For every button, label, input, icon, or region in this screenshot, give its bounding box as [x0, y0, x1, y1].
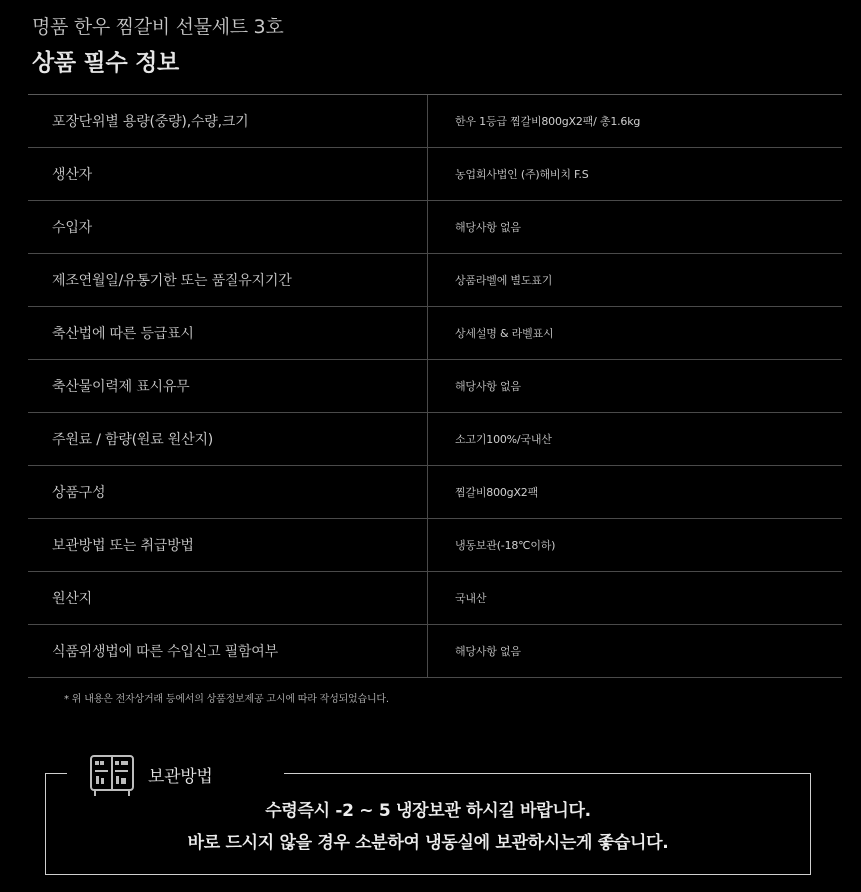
info-row-value: 해당사항 없음 [455, 221, 521, 234]
info-row-label: 제조연월일/유통기한 또는 품질유지기간 [28, 254, 428, 306]
info-row-label: 식품위생법에 따른 수입신고 필함여부 [28, 625, 428, 677]
box-border-segment [45, 773, 67, 774]
storage-title: 보관방법 [148, 767, 213, 787]
storage-instruction-line: 수령즉시 -2 ~ 5 냉장보관 하시길 바랍니다. [265, 801, 591, 821]
info-row-label: 축산물이력제 표시유무 [28, 360, 428, 412]
info-row-label: 축산법에 따른 등급표시 [28, 307, 428, 359]
product-title: 명품 한우 찜갈비 선물세트 3호 [32, 16, 284, 38]
disclaimer-footnote: * 위 내용은 전자상거래 등에서의 상품정보제공 고시에 따라 작성되었습니다. [64, 694, 389, 705]
info-row-label: 원산지 [28, 572, 428, 624]
storage-instructions-box [45, 773, 811, 875]
info-row-value: 국내산 [455, 592, 487, 605]
info-row-value: 냉동보관(-18℃이하) [455, 539, 556, 552]
info-row [28, 307, 842, 360]
info-row-label: 수입자 [28, 201, 428, 253]
info-row-label: 보관방법 또는 취급방법 [28, 519, 428, 571]
info-row [28, 95, 842, 148]
info-row [28, 572, 842, 625]
info-row [28, 360, 842, 413]
info-row-label: 포장단위별 용량(중량),수량,크기 [28, 95, 428, 147]
box-border-segment [284, 773, 811, 774]
section-title: 상품 필수 정보 [32, 50, 179, 76]
info-row [28, 466, 842, 519]
info-row-label: 상품구성 [28, 466, 428, 518]
info-row [28, 148, 842, 201]
info-row [28, 519, 842, 572]
info-row-label: 생산자 [28, 148, 428, 200]
info-row-value: 상세설명 & 라벨표시 [455, 327, 554, 340]
info-row-value: 한우 1등급 찜갈비800gX2팩/ 총1.6kg [455, 115, 641, 128]
info-row-label: 주원료 / 함량(원료 원산지) [28, 413, 428, 465]
info-row-value: 농업회사법인 (주)해비치 F.S [455, 168, 589, 181]
info-row-value: 해당사항 없음 [455, 380, 521, 393]
info-row-value: 소고기100%/국내산 [455, 433, 552, 446]
info-row-value: 찜갈비800gX2팩 [455, 486, 539, 499]
info-row-value: 해당사항 없음 [455, 645, 521, 658]
info-row-value: 상품라벨에 별도표기 [455, 274, 553, 287]
info-table [28, 94, 842, 678]
info-row [28, 625, 842, 678]
info-row [28, 201, 842, 254]
info-row [28, 254, 842, 307]
info-row [28, 413, 842, 466]
refrigerator-icon [88, 752, 136, 798]
storage-instruction-line: 바로 드시지 않을 경우 소분하여 냉동실에 보관하시는게 좋습니다. [187, 833, 669, 853]
